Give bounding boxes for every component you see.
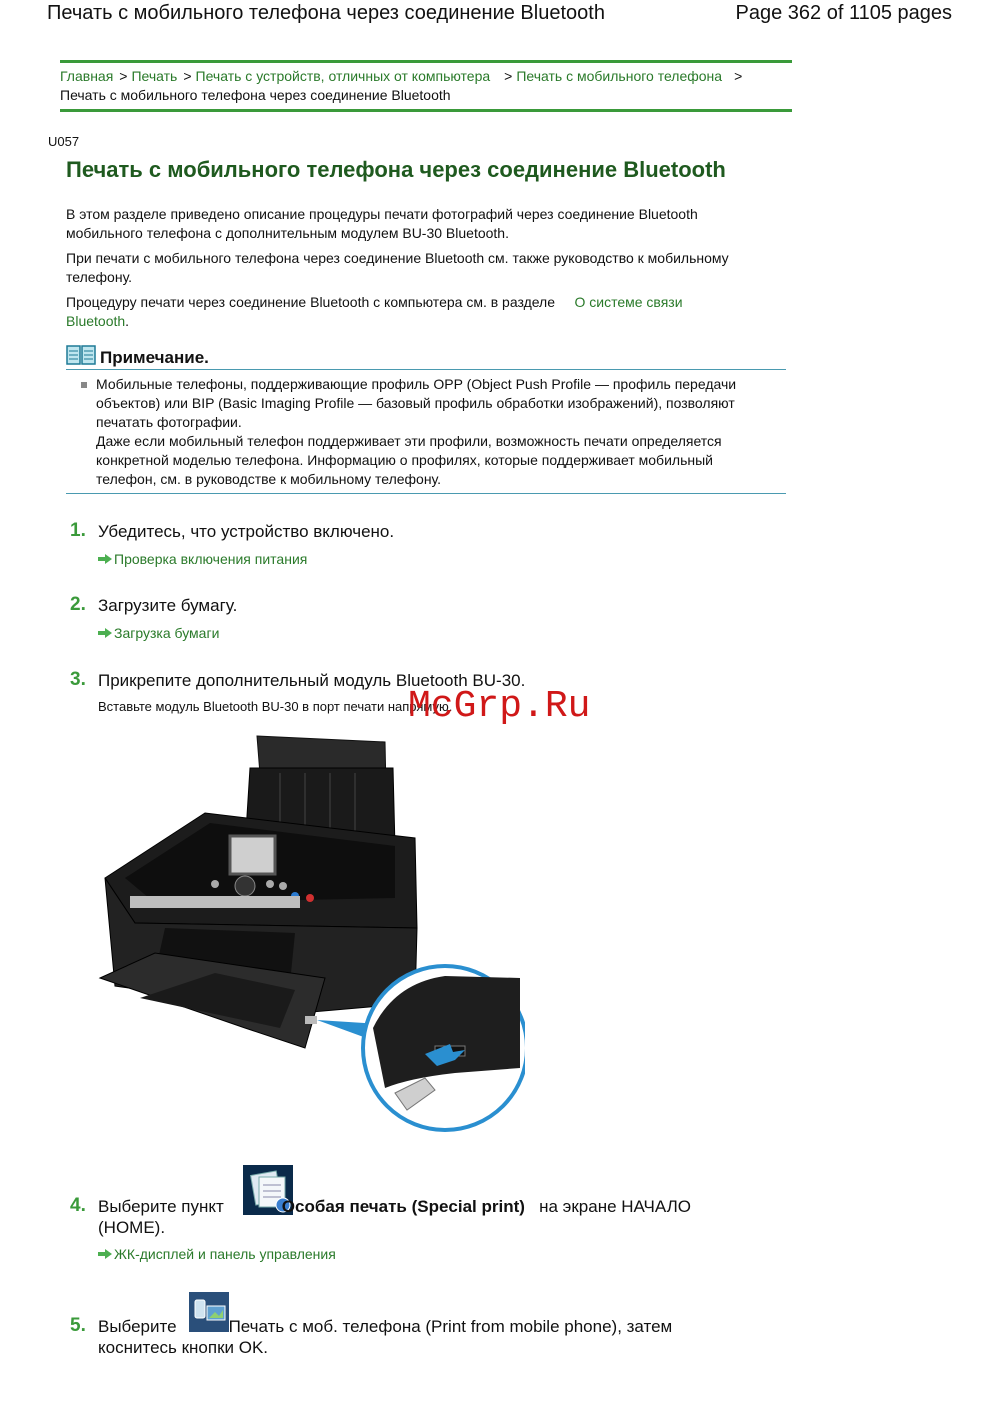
arrow-right-icon [98, 554, 112, 564]
breadcrumb-link-mobile[interactable]: Печать с мобильного телефона [516, 68, 723, 84]
note-bullet [81, 382, 87, 388]
breadcrumb-bottom-rule [60, 109, 792, 112]
step-3-number: 3. [70, 669, 86, 690]
step-2-text: Загрузите бумагу. [98, 596, 238, 615]
page-number: Page 362 of 1105 pages [735, 2, 952, 24]
printer-illustration [95, 728, 525, 1168]
breadcrumb-link-other-devices[interactable]: Печать с устройств, отличных от компьютера [195, 68, 491, 84]
note-line-2: Даже если мобильный телефон поддерживает эти профили, возможность печати определяется конкретной моделью телефона. Информацию о профилях, которые поддерживает мобильный телефон, см. в руководстве к мобильному телефону. [96, 433, 722, 487]
step-5-text [98, 1316, 738, 1358]
step-4-number: 4. [70, 1195, 86, 1216]
doc-code: U057 [48, 134, 80, 149]
power-check-link[interactable]: Проверка включения питания [114, 551, 308, 567]
step-1-number: 1. [70, 520, 86, 541]
note-line-1: Мобильные телефоны, поддерживающие профиль OPP (Object Push Profile — профиль передачи объектов) или BIP (Basic Imaging Profile — базовый профиль обработки изображений), позволяют печатать фотографии. [96, 376, 737, 430]
step-3-text: Прикрепите дополнительный модуль Bluetooth BU-30. [98, 671, 526, 690]
note-bottom-rule [66, 493, 786, 494]
page-header-title: Печать с мобильного телефона через соединение Bluetooth [47, 2, 605, 24]
intro-paragraph-1: В этом разделе приведено описание процедуры печати фотографий через соединение Bluetooth мобильного телефона с дополнительным модулем BU-30 Bluetooth. [66, 206, 698, 241]
note-body [96, 375, 756, 489]
step-5-text-a: Выберите [98, 1317, 177, 1336]
note-title: Примечание. [100, 347, 209, 367]
step-4-text-b: на экране НАЧАЛО (HOME). [98, 1197, 691, 1237]
breadcrumb-current: Печать с мобильного телефона через соединение Bluetooth [60, 87, 451, 103]
breadcrumb: Главная > Печать > Печать с устройств, отличных от компьютера > Печать с мобильного телефона > Печать с мобильного телефона через соединение Bluetooth [60, 68, 743, 103]
step-3-subtext: Вставьте модуль Bluetooth BU-30 в порт печати напрямую. [98, 699, 453, 714]
step-5-number: 5. [70, 1315, 86, 1336]
step-4-text [98, 1196, 758, 1238]
step-2-number: 2. [70, 594, 86, 615]
intro-p3-end: . [125, 313, 130, 329]
breadcrumb-link-print[interactable]: Печать [131, 68, 178, 84]
step-1-link[interactable] [98, 551, 307, 567]
arrow-right-icon [98, 628, 112, 638]
note-top-rule [66, 369, 786, 370]
lcd-panel-link[interactable]: ЖК-дисплей и панель управления [114, 1246, 336, 1262]
breadcrumb-link-home[interactable]: Главная [60, 68, 114, 84]
arrow-right-icon [98, 1249, 112, 1259]
step-4-link[interactable] [98, 1246, 336, 1262]
book-icon [66, 344, 96, 371]
special-print-label: Особая печать (Special print) [281, 1197, 525, 1216]
breadcrumb-top-rule [60, 60, 792, 63]
step-1-text: Убедитесь, что устройство включено. [98, 522, 395, 541]
page-title: Печать с мобильного телефона через соединение Bluetooth [66, 157, 726, 182]
step-5-text-b: Печать с моб. телефона (Print from mobile phone), затем коснитесь кнопки OK. [98, 1317, 673, 1357]
load-paper-link[interactable]: Загрузка бумаги [114, 625, 220, 641]
step-2-link[interactable] [98, 625, 219, 641]
intro-paragraph-2: При печати с мобильного телефона через соединение Bluetooth см. также руководство к мобильному телефону. [66, 250, 729, 285]
step-4-text-a: Выберите пункт [98, 1197, 224, 1216]
intro-paragraph-3 [66, 293, 746, 331]
intro-p3-text: Процедуру печати через соединение Bluetooth с компьютера см. в разделе [66, 294, 556, 310]
bluetooth-link[interactable]: О системе связи Bluetooth [66, 294, 683, 329]
note-heading [66, 344, 209, 371]
watermark: McGrp.Ru [408, 685, 591, 728]
